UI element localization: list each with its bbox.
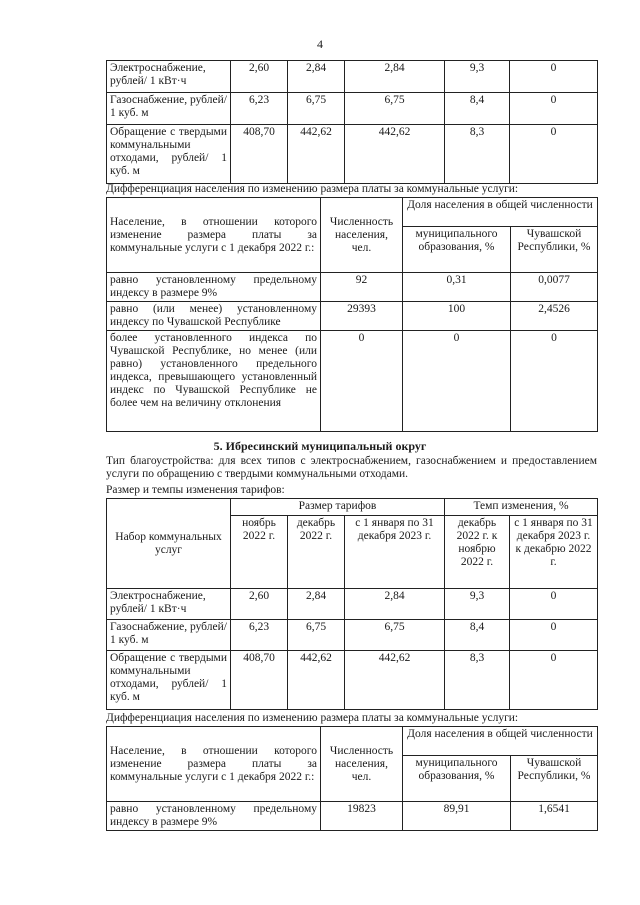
tariff-jan: 6,75 bbox=[345, 93, 445, 125]
tariff-nov: 6,23 bbox=[231, 93, 288, 125]
rate-jan-dec: 0 bbox=[510, 651, 598, 710]
tariff-nov: 2,60 bbox=[231, 61, 288, 93]
republic-share: 2,4526 bbox=[511, 302, 598, 331]
table-row bbox=[107, 93, 598, 125]
rate-jan-dec: 0 bbox=[510, 589, 598, 620]
population-count: 19823 bbox=[321, 802, 403, 831]
service-name: Электроснабжение, рублей/ 1 кВт·ч bbox=[107, 61, 231, 93]
table-header-row bbox=[107, 198, 598, 227]
service-name: Газоснабжение, рублей/ 1 куб. м bbox=[107, 93, 231, 125]
tariff-nov: 408,70 bbox=[231, 125, 288, 184]
count-header: Численность населения, чел. bbox=[321, 198, 403, 273]
rate-dec-nov: 9,3 bbox=[445, 61, 510, 93]
tariff-dec: 442,62 bbox=[288, 125, 345, 184]
table-row bbox=[107, 273, 598, 302]
table-row bbox=[107, 589, 598, 620]
count-header: Численность населения, чел. bbox=[321, 727, 403, 802]
page-number: 4 bbox=[317, 37, 323, 51]
tariff-nov: 408,70 bbox=[231, 651, 288, 710]
republic-header: Чувашской Республики, % bbox=[511, 227, 598, 273]
municipal-share: 89,91 bbox=[403, 802, 511, 831]
tariff-dec: 2,84 bbox=[288, 61, 345, 93]
population-header: Население, в отношении которого изменение размера платы за коммунальные услуги с 1 декабря 2022 г.: bbox=[107, 198, 321, 273]
table-row bbox=[107, 61, 598, 93]
tariff-dec: 6,75 bbox=[288, 93, 345, 125]
table-row bbox=[107, 331, 598, 432]
population-diff-table bbox=[106, 197, 598, 432]
population-diff-table bbox=[106, 726, 598, 831]
population-label: равно установленному предельному индексу в размере 9% bbox=[107, 802, 321, 831]
population-count: 0 bbox=[321, 331, 403, 432]
tariff-table-continued bbox=[106, 60, 598, 184]
dec-header: декабрь 2022 г. bbox=[288, 516, 345, 589]
rate-dec-nov: 8,3 bbox=[445, 125, 510, 184]
republic-header: Чувашской Республики, % bbox=[511, 756, 598, 802]
table-row bbox=[107, 802, 598, 831]
share-header: Доля населения в общей численности bbox=[403, 198, 598, 227]
tariff-jan: 442,62 bbox=[345, 651, 445, 710]
tariff-jan: 6,75 bbox=[345, 620, 445, 651]
size-header: Размер тарифов bbox=[231, 499, 445, 516]
rate-dec-nov: 8,4 bbox=[445, 620, 510, 651]
tariff-dec: 6,75 bbox=[288, 620, 345, 651]
population-count: 29393 bbox=[321, 302, 403, 331]
rate-header: Темп изменения, % bbox=[445, 499, 598, 516]
rate-dec-nov: 8,4 bbox=[445, 93, 510, 125]
table-row bbox=[107, 651, 598, 710]
rate-dec-nov: 9,3 bbox=[445, 589, 510, 620]
table-row bbox=[107, 302, 598, 331]
rate-jan-dec: 0 bbox=[510, 93, 598, 125]
service-name: Электроснабжение, рублей/ 1 кВт·ч bbox=[107, 589, 231, 620]
tariff-nov: 2,60 bbox=[231, 589, 288, 620]
tariff-nov: 6,23 bbox=[231, 620, 288, 651]
rate-dec-nov: 8,3 bbox=[445, 651, 510, 710]
diff-caption: Дифференциация населения по изменению размера платы за коммунальные услуги: bbox=[106, 712, 519, 724]
population-label: более установленного индекса по Чувашской Республике, но менее (или равно) установленного предельного индекса, превышающего установленный индекс по Чувашской Республике не более чем на величину отклонения bbox=[107, 331, 321, 432]
tariff-table bbox=[106, 498, 598, 710]
dec-nov-header: декабрь 2022 г. к ноябрю 2022 г. bbox=[445, 516, 510, 589]
tariff-jan: 2,84 bbox=[345, 589, 445, 620]
municipal-header: муниципального образования, % bbox=[403, 756, 511, 802]
section-heading: 5. Ибресинский муниципальный округ bbox=[213, 439, 427, 453]
service-name: Обращение с твердыми коммунальными отходами, рублей/ 1 куб. м bbox=[107, 125, 231, 184]
municipal-share: 0,31 bbox=[403, 273, 511, 302]
diff-caption: Дифференциация населения по изменению размера платы за коммунальные услуги: bbox=[106, 183, 519, 195]
improvement-type: Тип благоустройства: для всех типов с электроснабжением, газоснабжением и предоставлением услуги по обращению с твердыми коммунальными отходами. bbox=[106, 455, 597, 480]
rate-jan-dec: 0 bbox=[510, 125, 598, 184]
tariff-jan: 442,62 bbox=[345, 125, 445, 184]
table-header-row bbox=[107, 727, 598, 756]
tariff-dec: 2,84 bbox=[288, 589, 345, 620]
rate-jan-dec: 0 bbox=[510, 620, 598, 651]
population-label: равно (или менее) установленному индексу по Чувашской Республике bbox=[107, 302, 321, 331]
tariffs-caption: Размер и темпы изменения тарифов: bbox=[106, 484, 285, 496]
service-name: Обращение с твердыми коммунальными отходами, рублей/ 1 куб. м bbox=[107, 651, 231, 710]
republic-share: 1,6541 bbox=[511, 802, 598, 831]
nov-header: ноябрь 2022 г. bbox=[231, 516, 288, 589]
tariff-jan: 2,84 bbox=[345, 61, 445, 93]
municipal-header: муниципального образования, % bbox=[403, 227, 511, 273]
services-header: Набор коммунальных услуг bbox=[107, 499, 231, 589]
service-name: Газоснабжение, рублей/ 1 куб. м bbox=[107, 620, 231, 651]
table-row bbox=[107, 620, 598, 651]
table-header-row bbox=[107, 499, 598, 516]
municipal-share: 100 bbox=[403, 302, 511, 331]
population-header: Население, в отношении которого изменение размера платы за коммунальные услуги с 1 декабря 2022 г.: bbox=[107, 727, 321, 802]
rate-jan-dec: 0 bbox=[510, 61, 598, 93]
jan-dec-header: с 1 января по 31 декабря 2023 г. к декабрю 2022 г. bbox=[510, 516, 598, 589]
population-count: 92 bbox=[321, 273, 403, 302]
tariff-dec: 442,62 bbox=[288, 651, 345, 710]
republic-share: 0,0077 bbox=[511, 273, 598, 302]
population-label: равно установленному предельному индексу в размере 9% bbox=[107, 273, 321, 302]
share-header: Доля населения в общей численности bbox=[403, 727, 598, 756]
jan-header: с 1 января по 31 декабря 2023 г. bbox=[345, 516, 445, 589]
municipal-share: 0 bbox=[403, 331, 511, 432]
table-row bbox=[107, 125, 598, 184]
republic-share: 0 bbox=[511, 331, 598, 432]
